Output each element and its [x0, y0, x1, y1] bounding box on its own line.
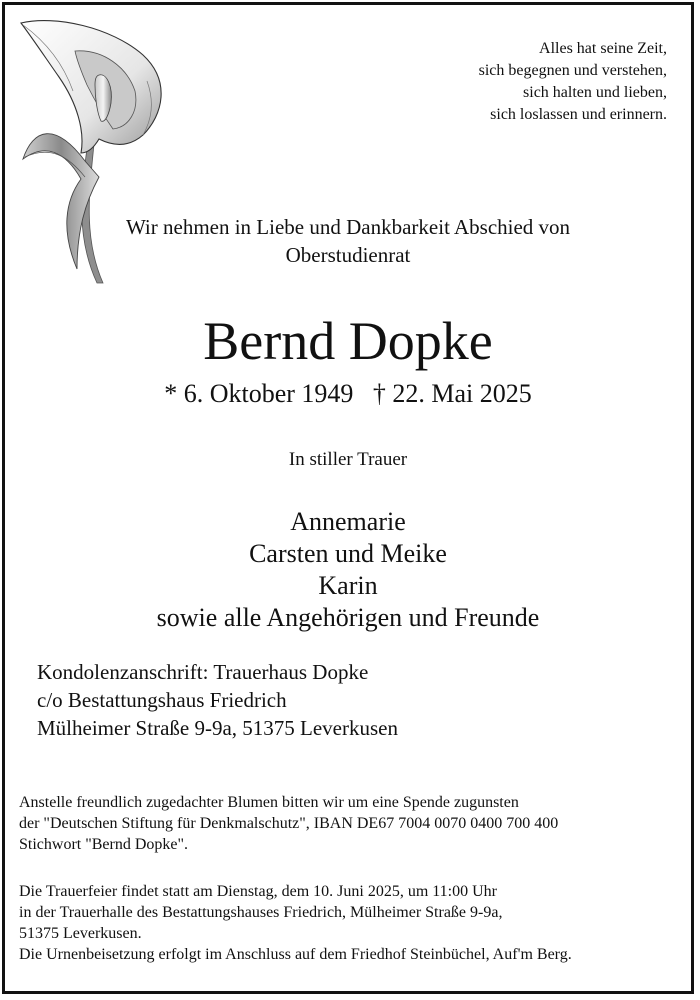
obituary-frame — [2, 2, 694, 994]
poem-line: sich halten und lieben, — [523, 84, 667, 101]
condolence-address — [37, 658, 398, 742]
donation-line: der "Deutschen Stiftung für Denkmalschutz", IBAN DE67 7004 0070 0400 700 400 — [19, 815, 559, 832]
mourning-label: In stiller Trauer — [288, 449, 408, 470]
deceased-name: Bernd Dopke — [203, 311, 493, 371]
poem — [479, 38, 667, 126]
mourners-list — [5, 506, 691, 634]
donation-line: Stichwort "Bernd Dopke". — [19, 836, 189, 853]
funeral-info — [19, 881, 572, 965]
funeral-line: Die Urnenbeisetzung erfolgt im Anschluss auf dem Friedhof Steinbüchel, Auf'm Berg. — [19, 946, 572, 963]
donation-line: Anstelle freundlich zugedachter Blumen bitten wir um eine Spende zugunsten — [19, 794, 519, 811]
condolence-line: c/o Bestattungshaus Friedrich — [37, 688, 287, 712]
funeral-line: in der Trauerhalle des Bestattungshauses Friedrich, Mülheimer Straße 9-9a, — [19, 904, 503, 921]
intro-title: Oberstudienrat — [285, 243, 411, 267]
poem-line: sich begegnen und verstehen, — [478, 62, 667, 79]
funeral-line: Die Trauerfeier findet statt am Dienstag, dem 10. Juni 2025, um 11:00 Uhr — [19, 883, 497, 900]
mourner-name: Annemarie — [290, 507, 406, 536]
intro-line: Wir nehmen in Liebe und Dankbarkeit Abschied von — [125, 215, 571, 239]
life-dates: * 6. Oktober 1949 † 22. Mai 2025 — [164, 379, 532, 408]
mourner-name: Carsten und Meike — [249, 539, 447, 568]
poem-line: sich loslassen und erinnern. — [490, 106, 667, 123]
funeral-line: 51375 Leverkusen. — [19, 925, 142, 942]
donation-note — [19, 792, 558, 855]
condolence-line: Mülheimer Straße 9-9a, 51375 Leverkusen — [37, 716, 398, 740]
intro-text — [5, 213, 691, 269]
condolence-line: Kondolenzanschrift: Trauerhaus Dopke — [37, 660, 369, 684]
mourner-name: Karin — [318, 571, 378, 600]
poem-line: Alles hat seine Zeit, — [539, 40, 667, 57]
mourner-name: sowie alle Angehörigen und Freunde — [156, 603, 540, 632]
